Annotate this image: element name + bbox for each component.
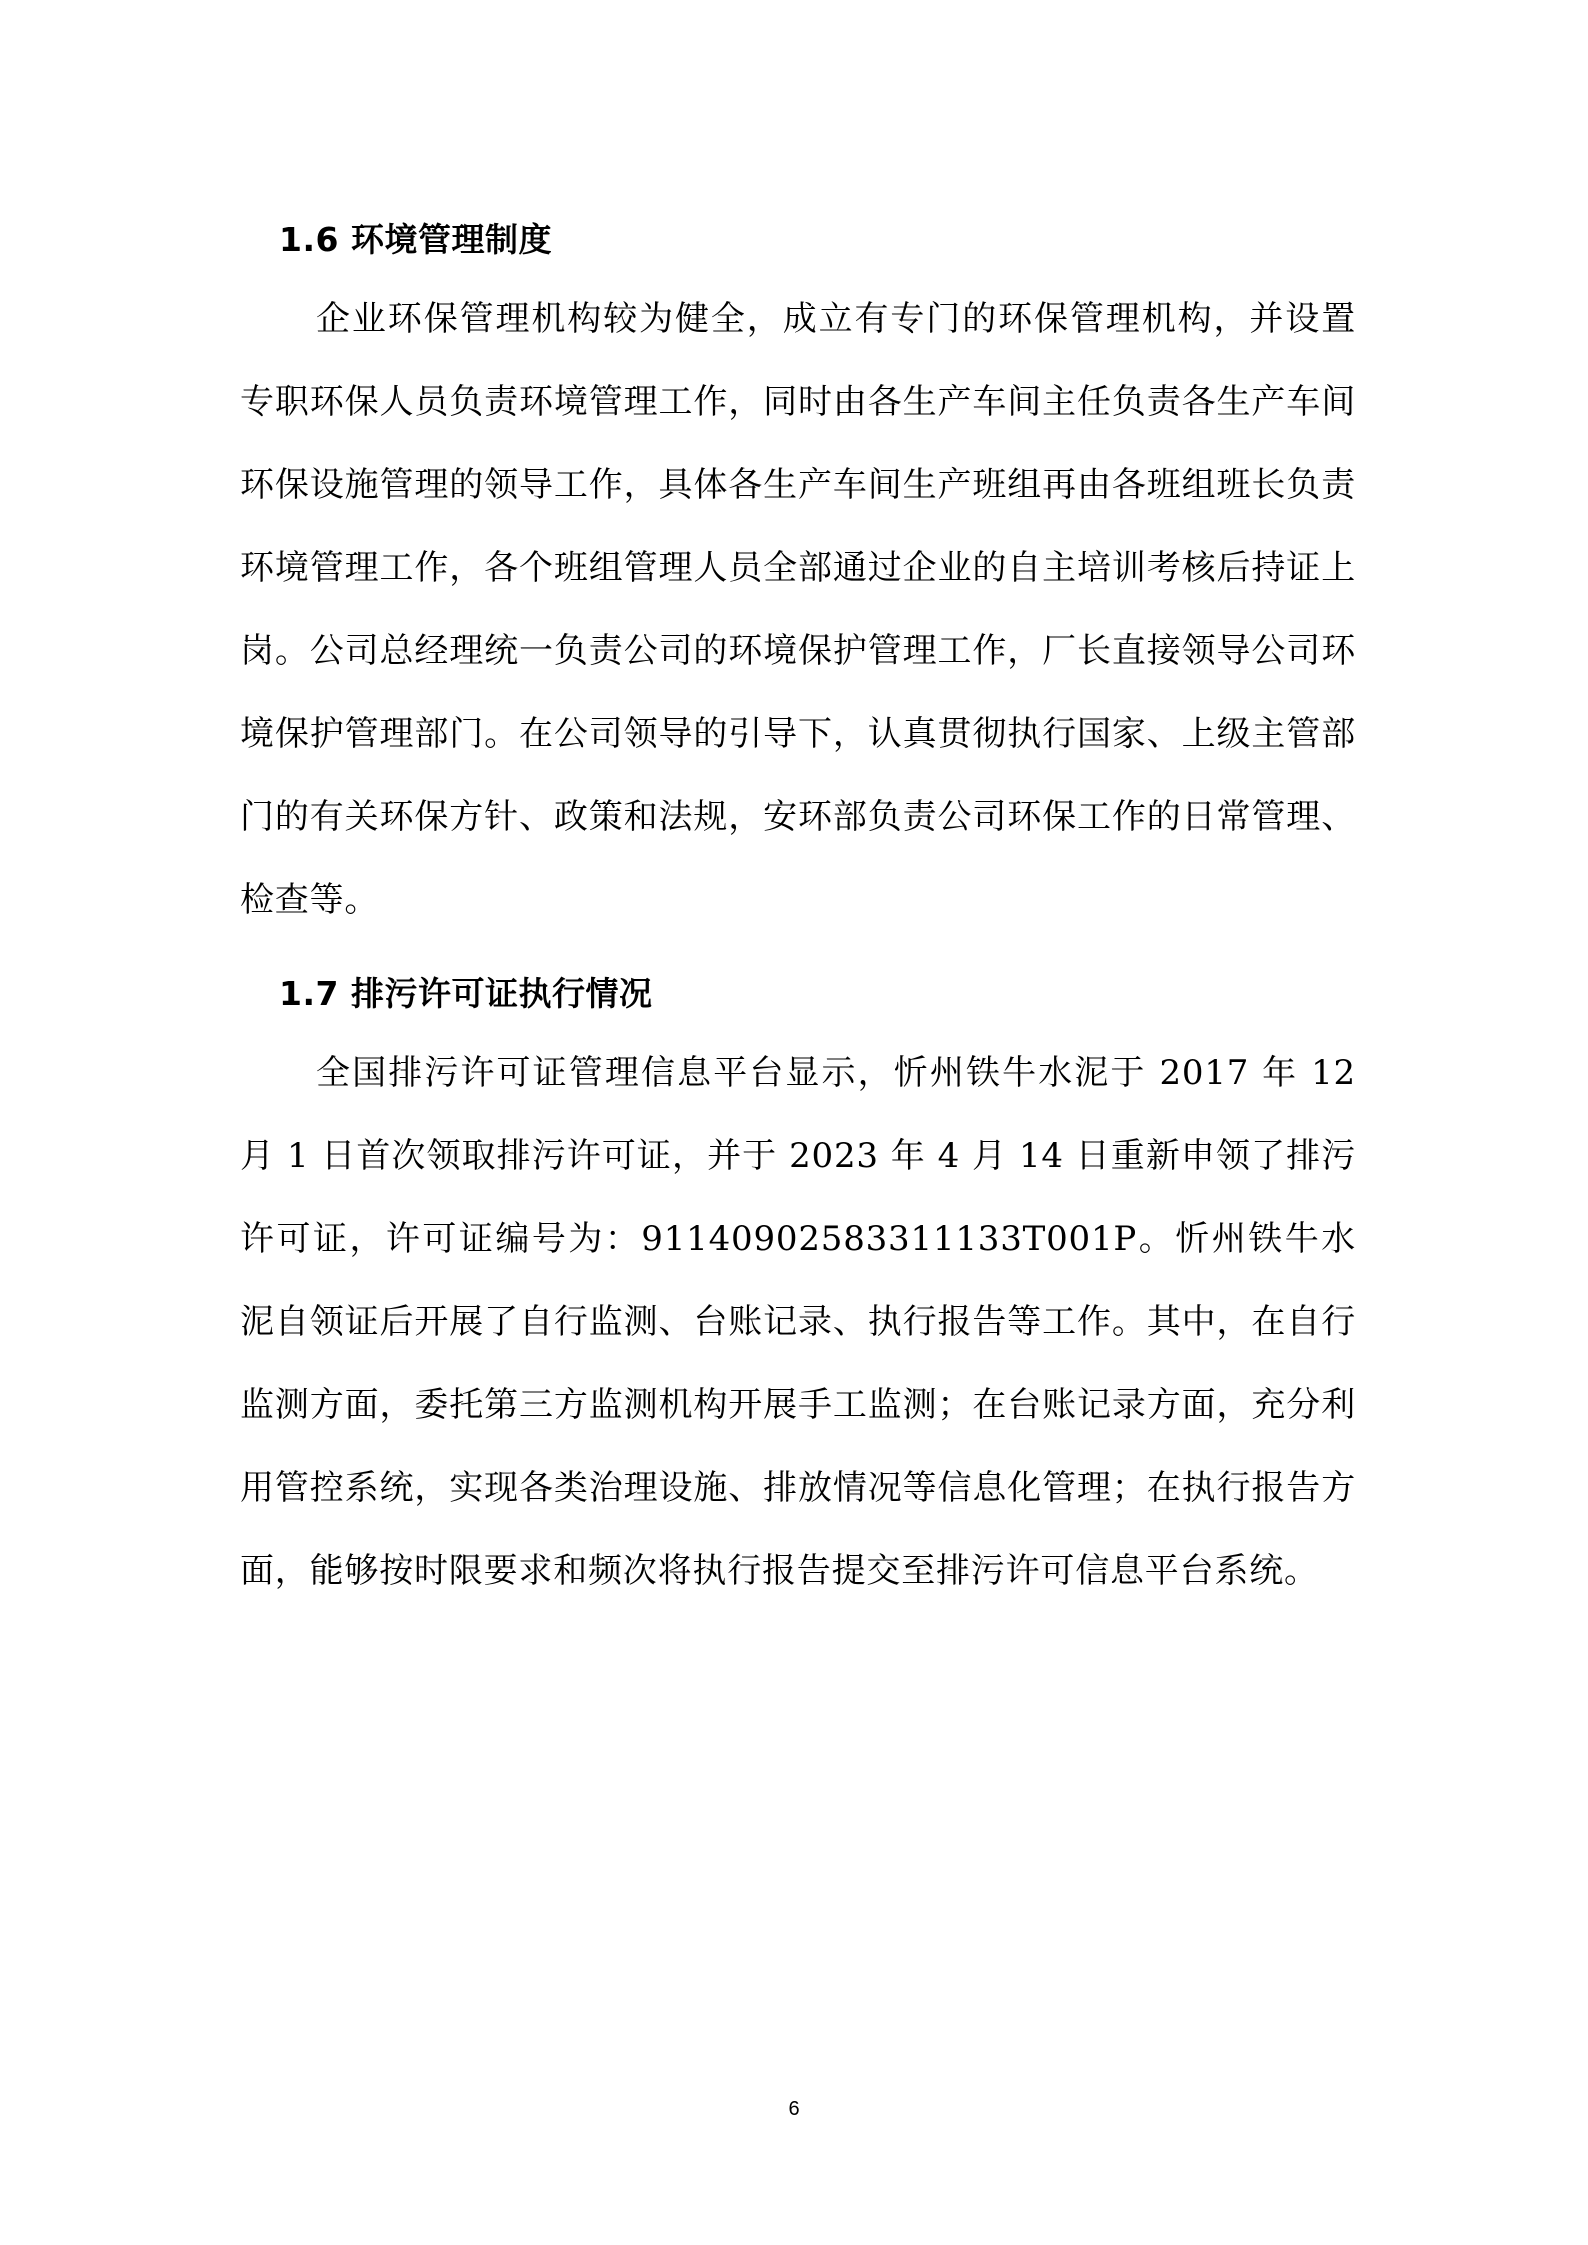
section-environment-management <box>240 210 1356 942</box>
section-heading-discharge-permit: 1.7 排污许可证执行情况 <box>279 974 653 1013</box>
section-discharge-permit <box>240 964 1356 1613</box>
section-heading-environment-management: 1.6 环境管理制度 <box>279 220 552 259</box>
section-spacer <box>240 942 1356 964</box>
page-number: 6 <box>788 2098 800 2120</box>
page-content <box>240 210 1356 1613</box>
paragraph-discharge-permit: 全国排污许可证管理信息平台显示，忻州铁牛水泥于 2017 年 12 月 1 日首次领取排污许可证，并于 2023 年 4 月 14 日重新申领了排污许可证，许可证编号为：91140902583311133T001P。忻州铁牛水泥自领证后开展了自行监测、台账记录、执行报告等工作。其中，在自行监测方面，委托第三方监测机构开展手工监测；在台账记录方面，充分利用管控系统，实现各类治理设施、排放情况等信息化管理；在执行报告方面，能够按时限要求和频次将执行报告提交至排污许可信息平台系统。 <box>240 1053 1356 1591</box>
paragraph-environment-management: 企业环保管理机构较为健全，成立有专门的环保管理机构，并设置专职环保人员负责环境管理工作，同时由各生产车间主任负责各生产车间环保设施管理的领导工作，具体各生产车间生产班组再由各班组班长负责环境管理工作，各个班组管理人员全部通过企业的自主培训考核后持证上岗。公司总经理统一负责公司的环境保护管理工作，厂长直接领导公司环境保护管理部门。在公司领导的引导下，认真贯彻执行国家、上级主管部门的有关环保方针、政策和法规，安环部负责公司环保工作的日常管理、检查等。 <box>240 299 1356 920</box>
